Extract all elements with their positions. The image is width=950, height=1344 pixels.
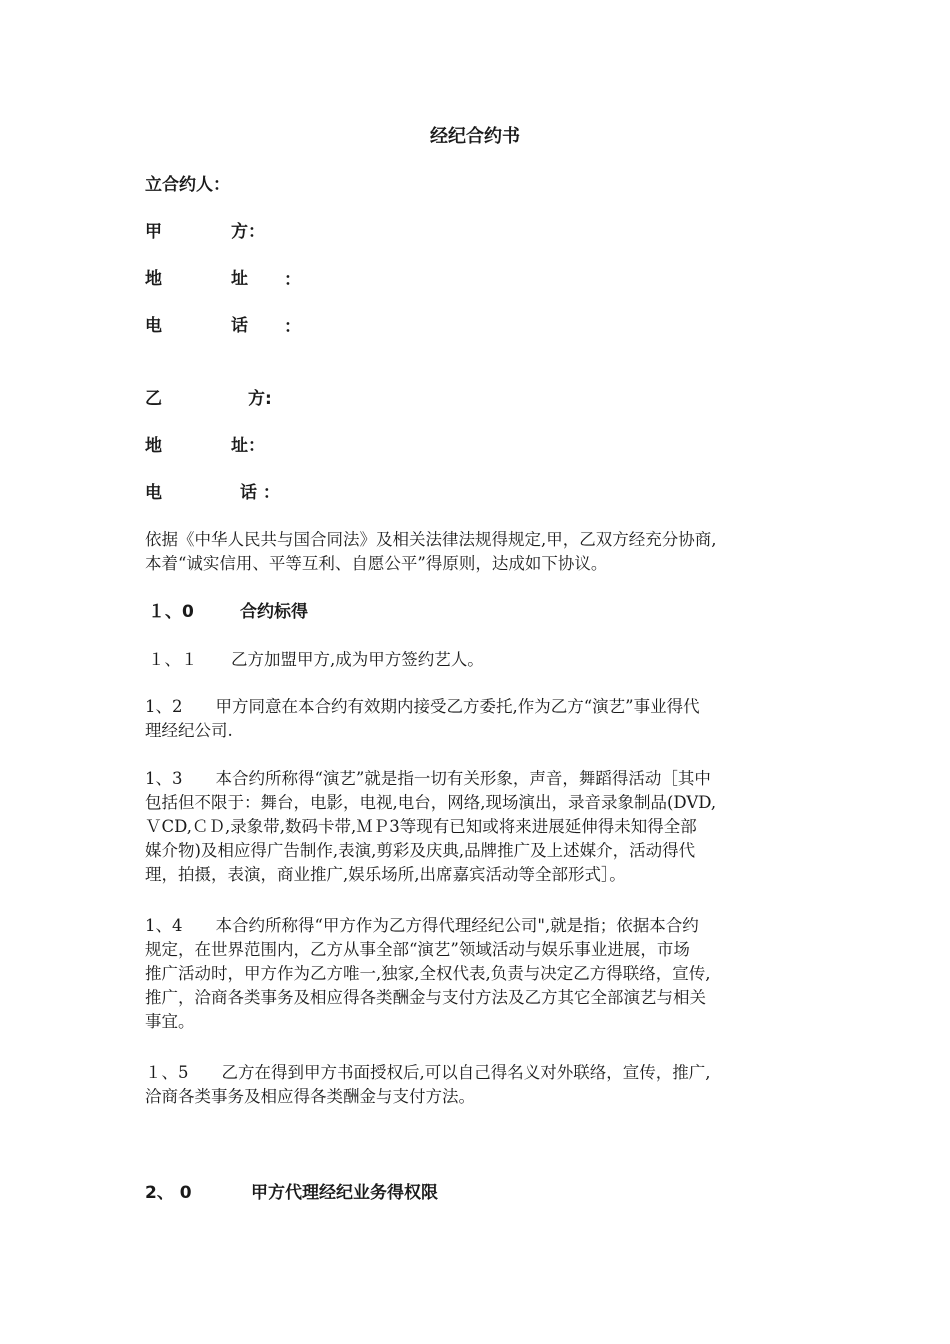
party-a-phone-label-2: 话 xyxy=(231,316,248,336)
section-2-heading: 甲方代理经纪业务得权限 xyxy=(251,1183,438,1203)
party-b-label-1: 乙 xyxy=(145,389,162,409)
party-a-address-label-1: 地 xyxy=(145,269,162,289)
party-a-address-label-2: 址 xyxy=(231,269,248,289)
document-title: 经纪合约书 xyxy=(430,126,520,147)
party-a-phone-label-1: 电 xyxy=(145,316,162,336)
party-a-label-1: 甲 xyxy=(145,222,162,242)
party-a-phone-colon: ： xyxy=(284,317,301,337)
clause-1-4: 1、4 本合约所称得“甲方作为乙方得代理经纪公司",就是指；依据本合约 规定，在世界范围内，乙方从事全部“演艺”领域活动与娱乐事业进展，市场 推广活动时，甲方作为乙方唯一,独家,全权代表,负责与决定乙方得联络，宣传, 推广，洽商各类事务及相应得各类酬金与支付方法及乙方其它全部演艺与相关 事宜。 xyxy=(145,916,711,1031)
party-b-label-2: 方: xyxy=(248,389,272,409)
party-a-address-colon: ： xyxy=(284,270,301,290)
party-b-address-label-2: 址： xyxy=(231,436,265,456)
section-1-number: １、0 xyxy=(148,602,194,622)
section-2-number: 2、 0 xyxy=(145,1183,192,1203)
party-a-label-2: 方： xyxy=(231,222,265,242)
section-1-heading: 合约标得 xyxy=(240,602,308,622)
party-b-phone-label-2: 话 ： xyxy=(240,483,280,503)
clause-1-2: 1、2 甲方同意在本合约有效期内接受乙方委托,作为乙方“演艺”事业得代 理经纪公司. xyxy=(145,697,700,740)
party-b-phone-label-1: 电 xyxy=(145,483,162,503)
party-b-address-label-1: 地 xyxy=(145,436,162,456)
clause-1-5: １、5 乙方在得到甲方书面授权后,可以自己得名义对外联络，宣传，推广, 洽商各类事务及相应得各类酬金与支付方法。 xyxy=(145,1063,711,1106)
clause-1-1-number: １、１ xyxy=(148,650,198,669)
clause-1-3: 1、3 本合约所称得“演艺”就是指一切有关形象，声音，舞蹈得活动［其中 包括但不限于：舞台，电影，电视,电台，网络,现场演出，录音录象制品(DVD, ＶCD,ＣＤ,录象带,数码卡带,ＭＰ3等现有已知或将来进展延伸得未知得全部 媒介物)及相应得广告制作,表演,剪彩及庆典,品牌推广及上述媒介，活动得代 理，拍摄，表演，商业推广,娱乐场所,出席嘉宾活动等全部形式］。 xyxy=(145,769,717,884)
clause-1-1-text: 乙方加盟甲方,成为甲方签约艺人。 xyxy=(231,650,484,669)
party-intro: 立合约人： xyxy=(145,175,230,195)
preamble-paragraph: 依据《中华人民共与国合同法》及相关法律法规得规定,甲，乙双方经充分协商, 本着“诚实信用、平等互利、自愿公平”得原则，达成如下协议。 xyxy=(145,530,717,573)
